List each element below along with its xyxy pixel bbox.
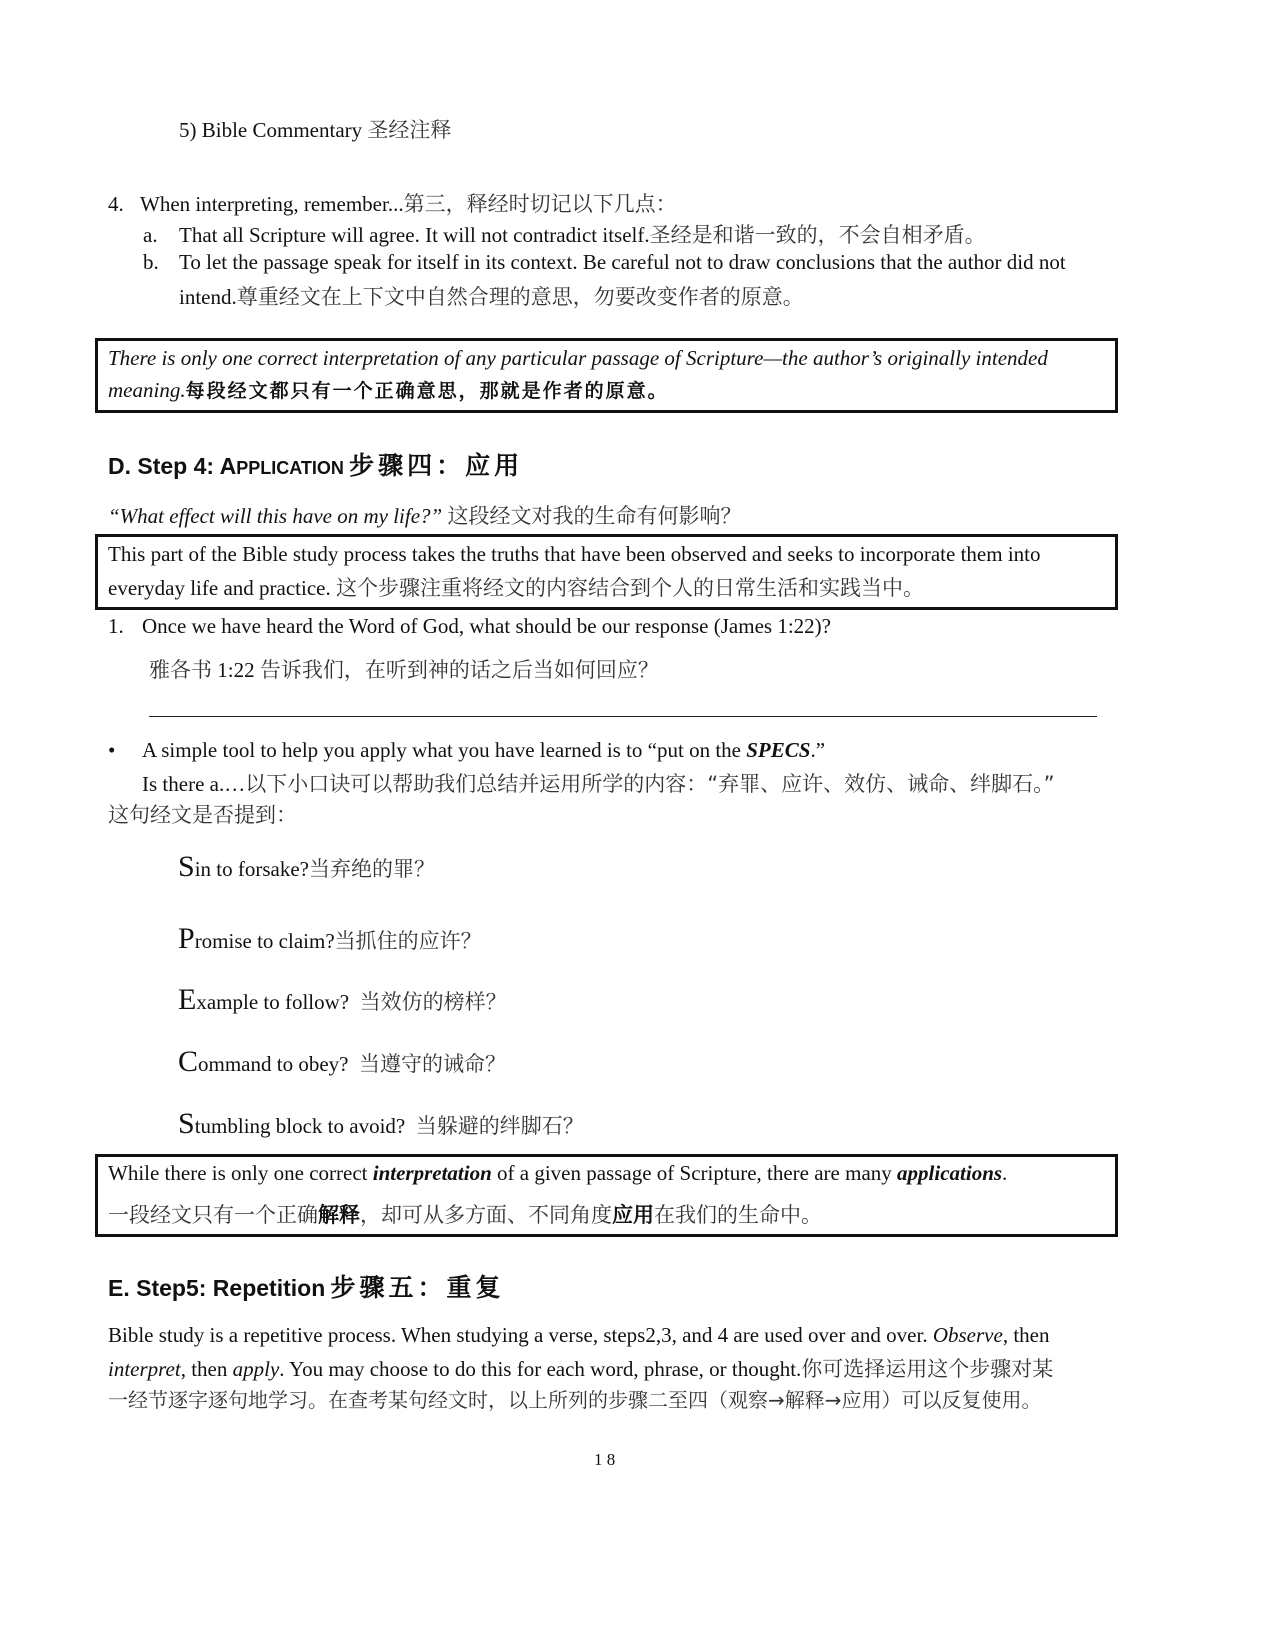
answer-blank-line[interactable] bbox=[149, 716, 1097, 717]
specs-letter: E bbox=[178, 983, 197, 1016]
specs-cn: 当弃绝的罪？ bbox=[308, 857, 435, 881]
specs-end: .” bbox=[810, 738, 826, 762]
specs-cn: 当躲避的绊脚石？ bbox=[415, 1114, 584, 1138]
para-interpret: interpret bbox=[108, 1357, 181, 1381]
application-box-line2-en: everyday life and practice. bbox=[108, 576, 331, 600]
remember-item-b bbox=[143, 250, 1066, 275]
specs-item-example bbox=[178, 983, 507, 1017]
item-b-cn: 尊重经文在上下文中自然合理的意思，勿要改变作者的原意。 bbox=[236, 285, 804, 309]
remember-item-a bbox=[143, 219, 986, 249]
specs-item-command bbox=[178, 1045, 506, 1079]
question-1-cn bbox=[149, 654, 659, 684]
specs-item-promise bbox=[178, 922, 482, 956]
remember-heading bbox=[108, 188, 677, 218]
remember-number: 4. bbox=[108, 192, 124, 216]
specs-cn: 当遵守的诫命？ bbox=[358, 1052, 506, 1076]
specs-bullet-item bbox=[108, 738, 825, 763]
specs-rest: romise to claim? bbox=[194, 929, 335, 953]
callout-line1: There is only one correct interpretation of any particular passage of Scripture—the author’s originally intended bbox=[108, 346, 1048, 370]
is-there-cn-line2: 这句经文是否提到： bbox=[108, 803, 297, 827]
applications-callout-line2 bbox=[108, 1199, 822, 1229]
item-b-label: b. bbox=[143, 250, 159, 274]
specs-text: A simple tool to help you apply what you have learned is to “put on the bbox=[142, 738, 747, 762]
specs-cn: 当抓住的应许？ bbox=[334, 929, 482, 953]
specs-rest: xample to follow? bbox=[196, 990, 360, 1014]
is-there-line bbox=[142, 768, 1054, 798]
item-b-text-line2: intend. bbox=[179, 285, 237, 309]
remember-text-cn: 第三，释经时切记以下几点： bbox=[403, 192, 677, 216]
application-box-line1: This part of the Bible study process takes the truths that have been observed and seeks to incorporate them into bbox=[108, 542, 1041, 566]
section-d-title-smallcaps: PPLICATION bbox=[236, 458, 344, 478]
question-1-cn-b: 告诉我们，在听到神的话之后当如何回应？ bbox=[259, 658, 659, 682]
question-1-text: Once we have heard the Word of God, what should be our response (James 1:22)? bbox=[142, 614, 831, 638]
application-box-line2 bbox=[108, 572, 924, 602]
callout2-c: . bbox=[1002, 1161, 1008, 1185]
specs-letter: C bbox=[178, 1045, 199, 1078]
section-e-para-line2 bbox=[108, 1353, 1053, 1383]
resource-item-commentary bbox=[179, 114, 451, 144]
section-d-title-cn: 步骤四：应用 bbox=[349, 451, 524, 480]
para-line2-b: . You may choose to do this for each word, phrase, or thought. bbox=[279, 1357, 802, 1381]
item-b-text-line1: To let the passage speak for itself in its context. Be careful not to draw conclusions that the author did not bbox=[179, 250, 1066, 274]
specs-letter: P bbox=[178, 922, 195, 955]
section-e-title-cn: 步骤五：重复 bbox=[330, 1273, 505, 1302]
specs-letter: S bbox=[178, 850, 195, 883]
para-line2-cn: 你可选择运用这个步骤对某 bbox=[801, 1357, 1054, 1381]
page-number: 1 8 bbox=[594, 1450, 616, 1469]
section-d-question bbox=[108, 500, 741, 530]
specs-item-sin bbox=[178, 850, 435, 884]
para-line1-b: , then bbox=[1002, 1323, 1050, 1347]
callout-line2 bbox=[108, 376, 669, 403]
item-a-text: That all Scripture will agree. It will not contradict itself. bbox=[179, 223, 650, 247]
callout2-cn-bold1: 解释 bbox=[318, 1203, 360, 1227]
callout2-cn-c: 在我们的生命中。 bbox=[654, 1203, 822, 1227]
specs-word: SPECS bbox=[746, 738, 811, 762]
is-there-cn: 以下小口诀可以帮助我们总结并运用所学的内容：“弃罪、应许、效仿、诫命、绊脚石。” bbox=[245, 772, 1055, 796]
section-d-heading bbox=[108, 446, 523, 482]
section-e-para-line3: 一经节逐字逐句地学习。在查考某句经文时，以上所列的步骤二至四（观察→解释→应用）可以反复使用。 bbox=[108, 1388, 1042, 1412]
specs-rest: in to forsake? bbox=[194, 857, 309, 881]
question-cn: 这段经文对我的生命有何影响？ bbox=[447, 504, 742, 528]
callout2-cn-bold2: 应用 bbox=[612, 1203, 654, 1227]
callout2-b: of a given passage of Scripture, there are many bbox=[491, 1161, 898, 1185]
specs-cn: 当效仿的榜样？ bbox=[359, 990, 507, 1014]
item-a-cn: 圣经是和谐一致的，不会自相矛盾。 bbox=[649, 223, 986, 247]
para-observe: Observe bbox=[932, 1323, 1003, 1347]
specs-rest: tumbling block to avoid? bbox=[194, 1114, 416, 1138]
section-e-heading bbox=[108, 1268, 505, 1304]
callout2-interpretation: interpretation bbox=[372, 1161, 492, 1185]
specs-letter: S bbox=[178, 1107, 195, 1140]
callout2-a: While there is only one correct bbox=[108, 1161, 373, 1185]
para-line2-a: , then bbox=[180, 1357, 233, 1381]
item-a-label: a. bbox=[143, 223, 158, 247]
para-apply: apply bbox=[232, 1357, 280, 1381]
question-1-cn-a: 雅各书 bbox=[149, 658, 212, 682]
application-box-cn: 这个步骤注重将经文的内容结合到个人的日常生活和实践当中。 bbox=[335, 576, 924, 600]
applications-callout-line1 bbox=[108, 1161, 1007, 1186]
callout2-cn-a: 一段经文只有一个正确 bbox=[108, 1203, 318, 1227]
is-there-text: Is there a.… bbox=[142, 772, 246, 796]
specs-item-stumbling bbox=[178, 1107, 584, 1141]
resource-label-cn: 圣经注释 bbox=[367, 118, 452, 142]
para-line1-a: Bible study is a repetitive process. When studying a verse, steps2,3, and 4 are used over and over. bbox=[108, 1323, 933, 1347]
question-1 bbox=[108, 614, 831, 639]
callout2-cn-b: ，却可从多方面、不同角度 bbox=[360, 1203, 612, 1227]
remember-item-b-cont bbox=[179, 281, 804, 311]
section-d-title: D. Step 4: A bbox=[108, 453, 237, 479]
callout2-applications: applications bbox=[897, 1161, 1003, 1185]
bullet-icon: • bbox=[108, 738, 116, 762]
specs-rest: ommand to obey? bbox=[198, 1052, 359, 1076]
remember-text: When interpreting, remember... bbox=[140, 192, 404, 216]
resource-label: 5) Bible Commentary bbox=[179, 118, 363, 142]
question-1-ref: 1:22 bbox=[217, 658, 255, 682]
section-e-title: E. Step5: Repetition bbox=[108, 1275, 326, 1301]
callout-line2-en: meaning. bbox=[108, 378, 186, 402]
question-en: “What effect will this have on my life?” bbox=[108, 504, 443, 528]
callout-line2-cn: 每段经文都只有一个正确意思，那就是作者的原意。 bbox=[185, 380, 669, 402]
section-e-para-line1 bbox=[108, 1323, 1049, 1348]
question-1-number: 1. bbox=[108, 614, 124, 638]
